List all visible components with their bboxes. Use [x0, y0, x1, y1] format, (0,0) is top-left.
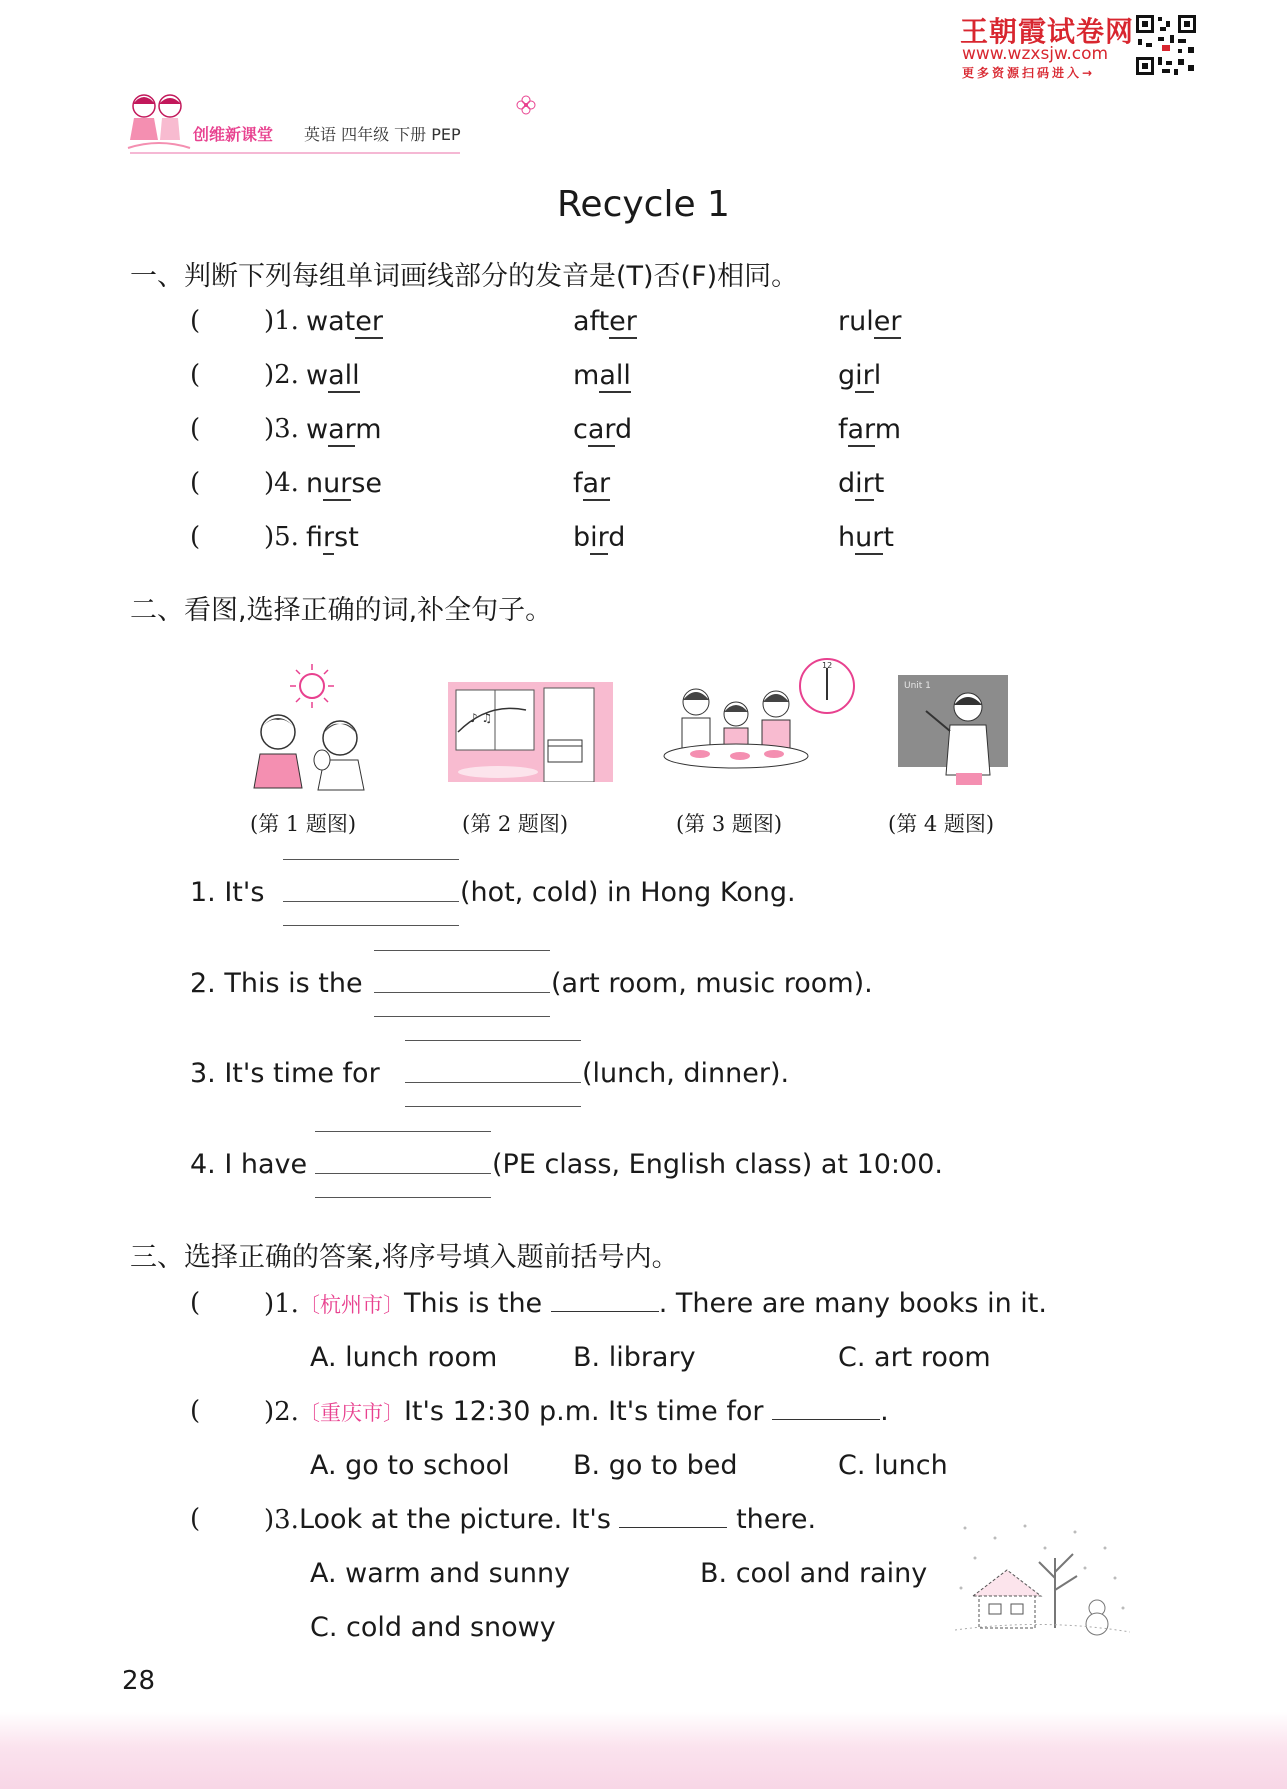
option-b[interactable]: B. go to bed [573, 1450, 738, 1481]
option-a[interactable]: A. lunch room [310, 1342, 498, 1373]
sentence-4-post: (PE class, English class) at 10:00. [492, 1149, 943, 1180]
option-c[interactable]: C. cold and snowy [310, 1612, 556, 1643]
item-number: )2. [264, 360, 299, 390]
header-divider [130, 152, 460, 154]
flower-icon [515, 94, 537, 116]
caption-picture-4: (第 4 题图) [888, 812, 995, 836]
page-title: Recycle 1 [557, 184, 730, 225]
city-tag: 〔杭州市〕 [298, 1293, 404, 1317]
answer-parentheses[interactable]: ( [190, 522, 201, 552]
svg-text:12: 12 [822, 661, 833, 670]
answer-blank-2[interactable] [374, 950, 550, 1016]
word-warm: warm [306, 414, 382, 445]
word-girl: girl [838, 360, 882, 391]
sentence-3-pre: 3. It's time for [190, 1058, 380, 1089]
word-nurse: nurse [306, 468, 383, 499]
answer-parentheses[interactable]: ( [190, 468, 201, 498]
answer-blank-1[interactable] [283, 859, 459, 925]
picture-lunch [660, 654, 860, 784]
word-hurt: hurt [838, 522, 894, 553]
caption-picture-1: (第 1 题图) [250, 812, 357, 836]
option-a[interactable]: A. warm and sunny [310, 1558, 571, 1589]
brand-url[interactable]: www.wzxsjw.com [962, 44, 1109, 64]
footer-band [0, 1712, 1287, 1789]
section1-heading: 一、判断下列每组单词画线部分的发音是(T)否(F)相同。 [130, 261, 799, 292]
sentence-2-post: (art room, music room). [551, 968, 873, 999]
question-3: )3.Look at the picture. It's there. [264, 1504, 817, 1535]
board-label: Unit 1 [904, 681, 931, 691]
word-far: far [573, 468, 611, 499]
sentence-4-pre: 4. I have [190, 1149, 308, 1180]
answer-line[interactable] [551, 1289, 659, 1312]
brand-name: 王朝霞试卷网 [960, 15, 1135, 48]
option-b[interactable]: B. library [573, 1342, 696, 1373]
answer-line[interactable] [619, 1505, 727, 1528]
answer-parentheses[interactable]: ( [190, 1396, 201, 1426]
picture-hot-day [246, 660, 386, 795]
section3-heading: 三、选择正确的答案,将序号填入题前括号内。 [130, 1242, 679, 1273]
answer-parentheses[interactable]: ( [190, 1288, 201, 1318]
word-mall: mall [573, 360, 631, 391]
item-number: )1. [264, 306, 299, 336]
answer-line[interactable] [772, 1397, 880, 1420]
picture-snowy-house [955, 1518, 1130, 1638]
more-resources-text: 更多资源扫码进入→ [962, 66, 1096, 80]
answer-parentheses[interactable]: ( [190, 1504, 201, 1534]
sentence-1-pre: 1. It's [190, 877, 265, 908]
sentence-3-post: (lunch, dinner). [582, 1058, 790, 1089]
word-card: card [573, 414, 633, 445]
item-number: )5. [264, 522, 299, 552]
word-first: first [306, 522, 359, 553]
city-tag: 〔重庆市〕 [298, 1401, 404, 1425]
question-1: )1.〔杭州市〕This is the . There are many books in it. [264, 1288, 1047, 1319]
word-bird: bird [573, 522, 626, 553]
sentence-1-post: (hot, cold) in Hong Kong. [460, 877, 796, 908]
option-c[interactable]: C. lunch [838, 1450, 948, 1481]
option-c[interactable]: C. art room [838, 1342, 991, 1373]
answer-blank-3[interactable] [405, 1040, 581, 1106]
answer-parentheses[interactable]: ( [190, 306, 201, 336]
word-ruler: ruler [838, 306, 902, 337]
series-name: 创维新课堂 [193, 125, 274, 144]
sentence-2-pre: 2. This is the [190, 968, 363, 999]
page-number: 28 [122, 1666, 156, 1696]
answer-blank-4[interactable] [315, 1131, 491, 1197]
caption-picture-3: (第 3 题图) [676, 812, 783, 836]
answer-parentheses[interactable]: ( [190, 414, 201, 444]
svg-text:♪ ♫: ♪ ♫ [470, 711, 493, 725]
word-farm: farm [838, 414, 901, 445]
word-water: water [306, 306, 383, 337]
option-b[interactable]: B. cool and rainy [700, 1558, 928, 1589]
qr-code-icon[interactable] [1134, 13, 1198, 77]
option-a[interactable]: A. go to school [310, 1450, 510, 1481]
item-number: )3. [264, 414, 299, 444]
question-2: )2.〔重庆市〕It's 12:30 p.m. It's time for . [264, 1396, 889, 1427]
subject-label: 英语 四年级 下册 PEP [304, 125, 461, 144]
word-wall: wall [306, 360, 360, 391]
word-dirt: dirt [838, 468, 885, 499]
answer-parentheses[interactable]: ( [190, 360, 201, 390]
word-after: after [573, 306, 637, 337]
picture-music-room [448, 682, 613, 782]
section2-heading: 二、看图,选择正确的词,补全句子。 [130, 595, 553, 626]
item-number: )4. [264, 468, 299, 498]
header-kids-icon [124, 88, 194, 156]
picture-english-class [898, 675, 1008, 785]
caption-picture-2: (第 2 题图) [462, 812, 569, 836]
